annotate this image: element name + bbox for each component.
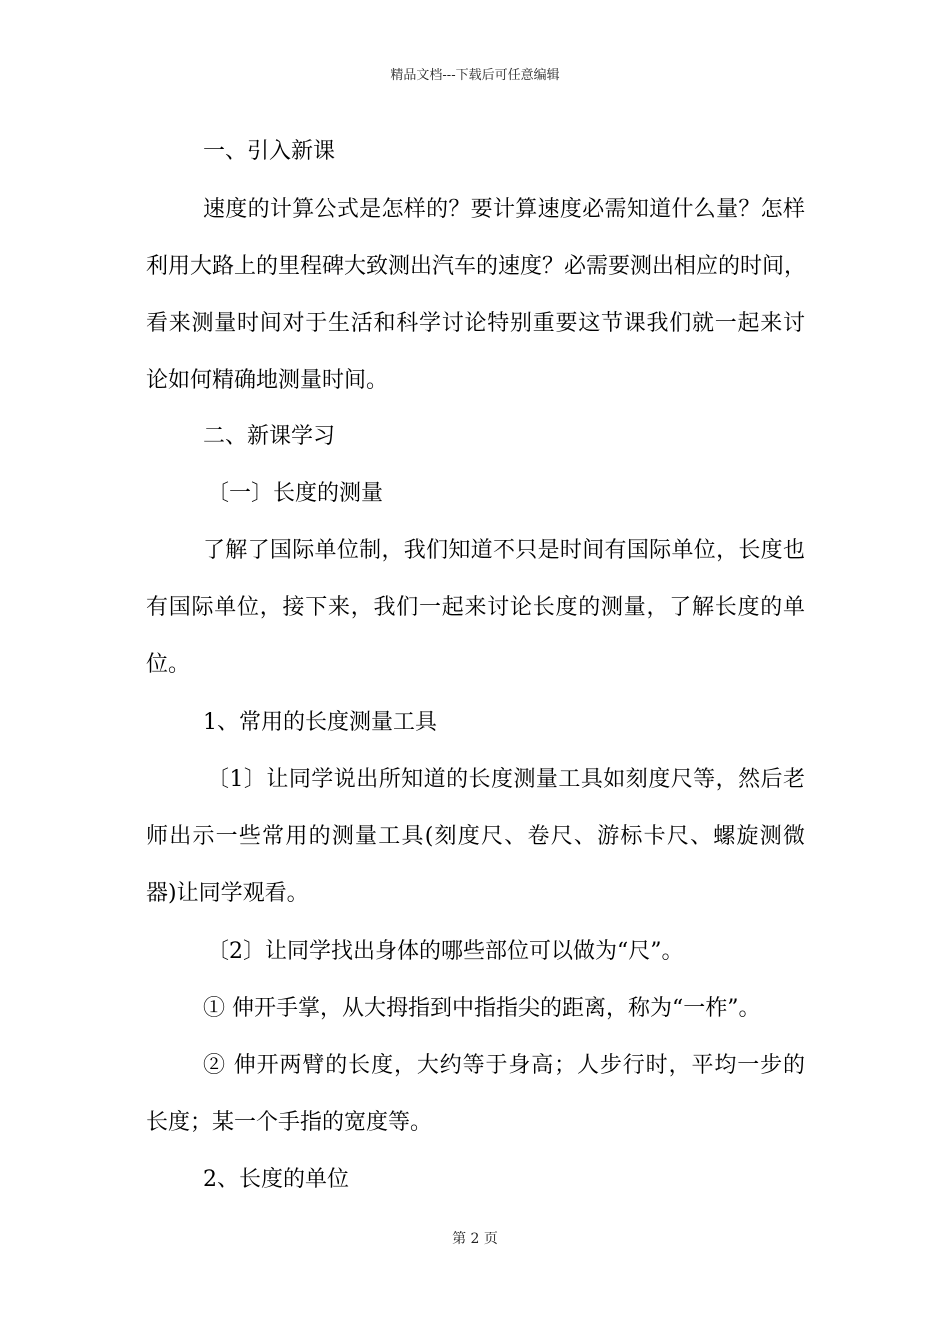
- section-heading-intro: 一、引入新课: [203, 139, 336, 164]
- paragraph-line: 〔2〕让同学找出身体的哪些部位可以做为“尺”。: [207, 939, 684, 964]
- paragraph-line: 〔1〕让同学说出所知道的长度测量工具如刻度尺等，然后老: [207, 767, 805, 792]
- page-footer: 第 2 页: [452, 1231, 498, 1247]
- paragraph-line: 论如何精确地测量时间。: [146, 368, 389, 393]
- section-heading-new-lesson: 二、新课学习: [203, 424, 336, 449]
- subheading-units: 2、长度的单位: [203, 1167, 349, 1192]
- paragraph-line: 器)让同学观看。: [146, 881, 309, 906]
- subheading-tools: 1、常用的长度测量工具: [203, 710, 437, 735]
- paragraph-line: ② 伸开两臂的长度，大约等于身高；人步行时，平均一步的: [203, 1053, 805, 1078]
- paragraph-line: 长度；某一个手指的宽度等。: [146, 1110, 433, 1135]
- paragraph-line: ① 伸开手掌，从大拇指到中指指尖的距离，称为“一柞”。: [203, 996, 761, 1021]
- paragraph-line: 了解了国际单位制，我们知道不只是时间有国际单位，长度也: [203, 538, 805, 563]
- paragraph-line: 速度的计算公式是怎样的？要计算速度必需知道什么量？怎样: [203, 197, 805, 222]
- paragraph-line: 位。: [146, 652, 191, 677]
- subsection-heading-length: 〔一〕长度的测量: [207, 481, 384, 506]
- paragraph-line: 看来测量时间对于生活和科学讨论特别重要这节课我们就一起来讨: [146, 311, 805, 336]
- paragraph-line: 师出示一些常用的测量工具(刻度尺、卷尺、游标卡尺、螺旋测微: [146, 824, 805, 849]
- paragraph-line: 利用大路上的里程碑大致测出汽车的速度？必需要测出相应的时间，: [146, 254, 807, 279]
- paragraph-line: 有国际单位，接下来，我们一起来讨论长度的测量，了解长度的单: [146, 595, 805, 620]
- page-header: 精品文档---下载后可任意编辑: [390, 68, 560, 83]
